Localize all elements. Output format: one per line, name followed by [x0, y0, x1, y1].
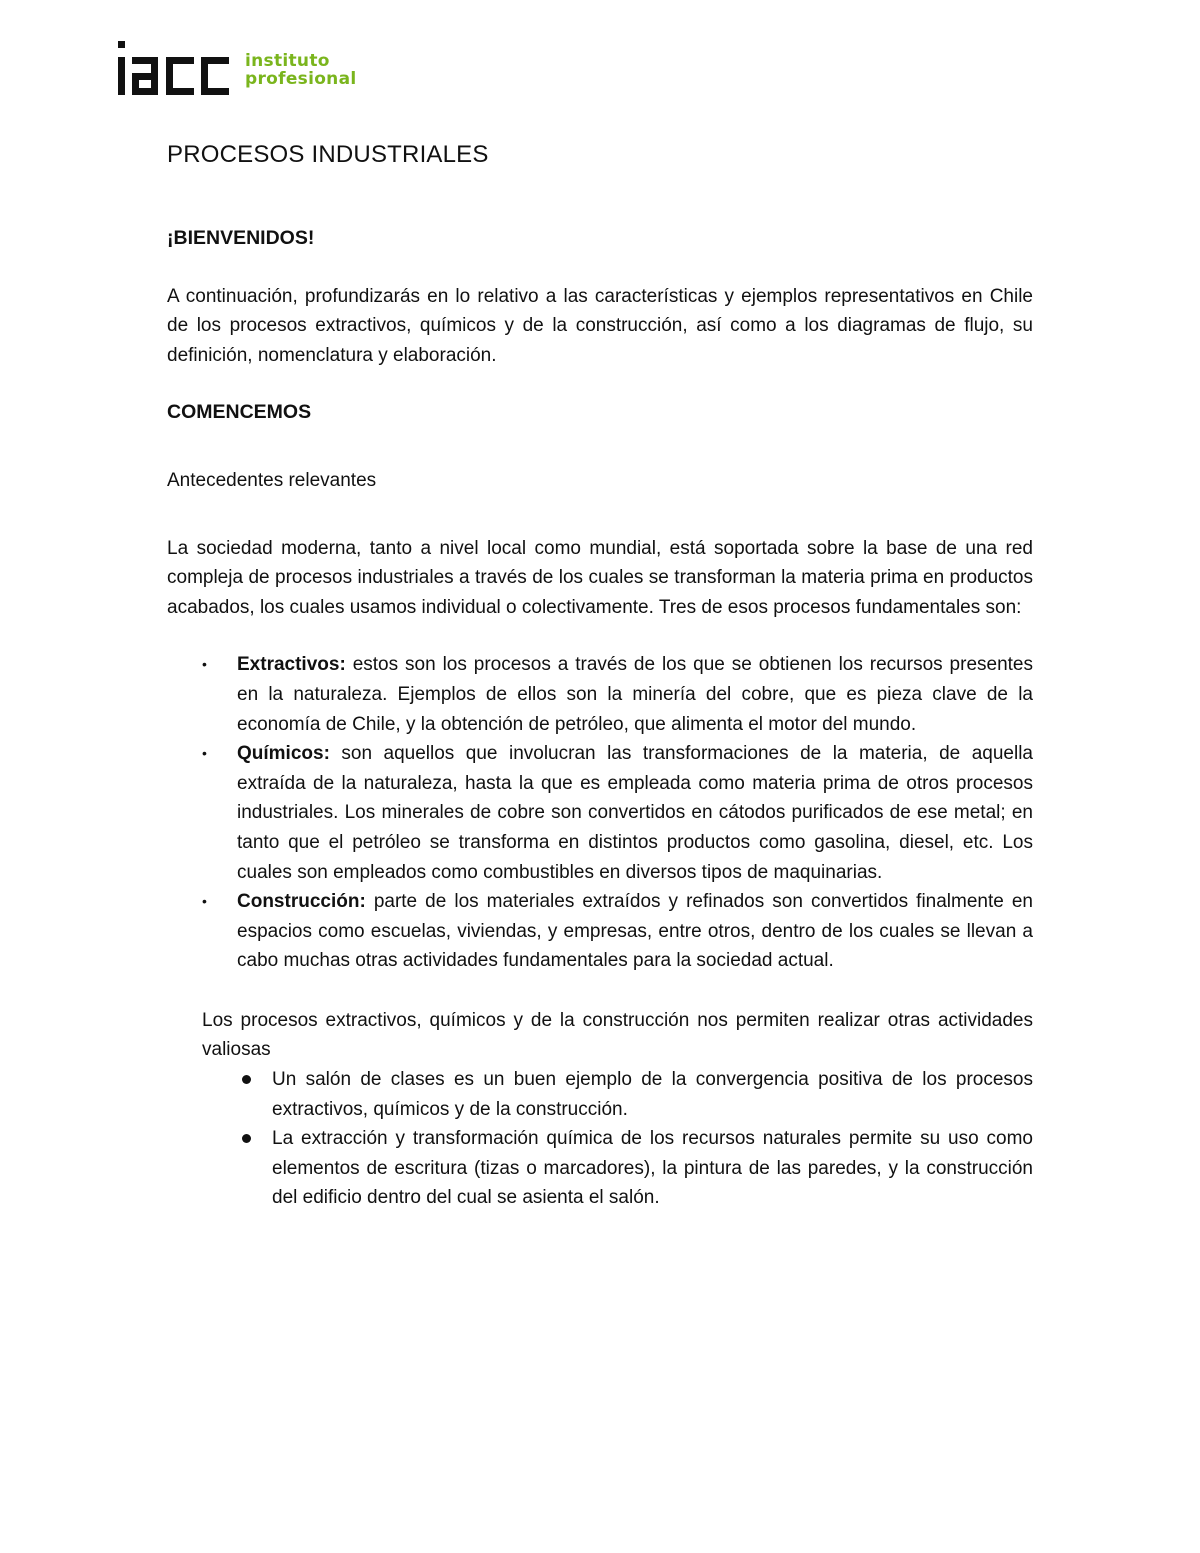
bullet-dot-icon — [242, 1075, 251, 1084]
begin-heading: COMENCEMOS — [167, 401, 312, 424]
page-title: PROCESOS INDUSTRIALES — [167, 141, 489, 168]
society-paragraph: La sociedad moderna, tanto a nivel local como mundial, está soportada sobre la base de una red compleja de procesos industriales a través de los cuales se transforman la materia prima en productos acabados, los cuales usamos individual o colectivamente. Tres de esos procesos fundamentales son: — [167, 537, 1033, 618]
process-label: Construcción: — [237, 891, 366, 913]
closing-point-text: Un salón de clases es un buen ejemplo de la convergencia positiva de los procesos extractivos, químicos y de la construcción. — [272, 1069, 1033, 1120]
process-label: Extractivos: — [237, 654, 346, 676]
closing-point-text: La extracción y transformación química de los recursos naturales permite su uso como elementos de escritura (tizas o marcadores), la pintura de las paredes, y la construcción del edificio dentro del cual se asienta el salón. — [272, 1128, 1033, 1209]
logo-tagline — [245, 52, 356, 88]
closing-paragraph: Los procesos extractivos, químicos y de la construcción nos permiten realizar otras actividades valiosas — [202, 1009, 1033, 1061]
list-item — [167, 1124, 1033, 1213]
bullet-icon: • — [202, 745, 207, 762]
process-text: estos son los procesos a través de los que se obtienen los recursos presentes en la naturaleza. Ejemplos de ellos son la minería del cobre, que es pieza clave de la economía de Chile, y la obtención de petróleo, que alimenta el motor del mundo. — [237, 654, 1033, 735]
list-item — [167, 1065, 1033, 1124]
process-label: Químicos: — [237, 743, 330, 765]
process-text: parte de los materiales extraídos y refinados son convertidos finalmente en espacios como escuelas, viviendas, y empresas, entre otros, dentro de los cuales se llevan a cabo muchas otras actividades fundamentales para la sociedad actual. — [237, 891, 1033, 972]
bullet-icon: • — [202, 893, 207, 910]
closing-points-list — [167, 1065, 1033, 1213]
bullet-dot-icon — [242, 1134, 251, 1143]
process-text: son aquellos que involucran las transformaciones de la materia, de aquella extraída de la naturaleza, hasta la que es empleada como materia prima de otros procesos industriales. Los minerales de cobre son convertidos en cátodos purificados de ese metal; en tanto que el petróleo se transforma en distintos productos como gasolina, diesel, etc. Los cuales son empleados como combustibles en diversos tipos de maquinarias. — [237, 743, 1033, 883]
document-body — [167, 140, 1033, 1213]
processes-list — [167, 650, 1033, 976]
welcome-heading: ¡BIENVENIDOS! — [167, 227, 315, 249]
intro-paragraph: A continuación, profundizarás en lo relativo a las características y ejemplos representativos en Chile de los procesos extractivos, químicos y de la construcción, así como a los diagramas de flujo, su definición, nomenclatura y elaboración. — [167, 285, 1033, 366]
iacc-logo — [116, 38, 366, 100]
section-title: Antecedentes relevantes — [167, 469, 377, 491]
logo-tagline-line1: instituto — [245, 51, 330, 71]
bullet-icon: • — [202, 656, 207, 673]
logo-tagline-line2: profesional — [245, 69, 357, 89]
list-item — [167, 739, 1033, 887]
list-item — [167, 887, 1033, 976]
iacc-wordmark-icon — [116, 38, 241, 100]
list-item — [167, 650, 1033, 739]
